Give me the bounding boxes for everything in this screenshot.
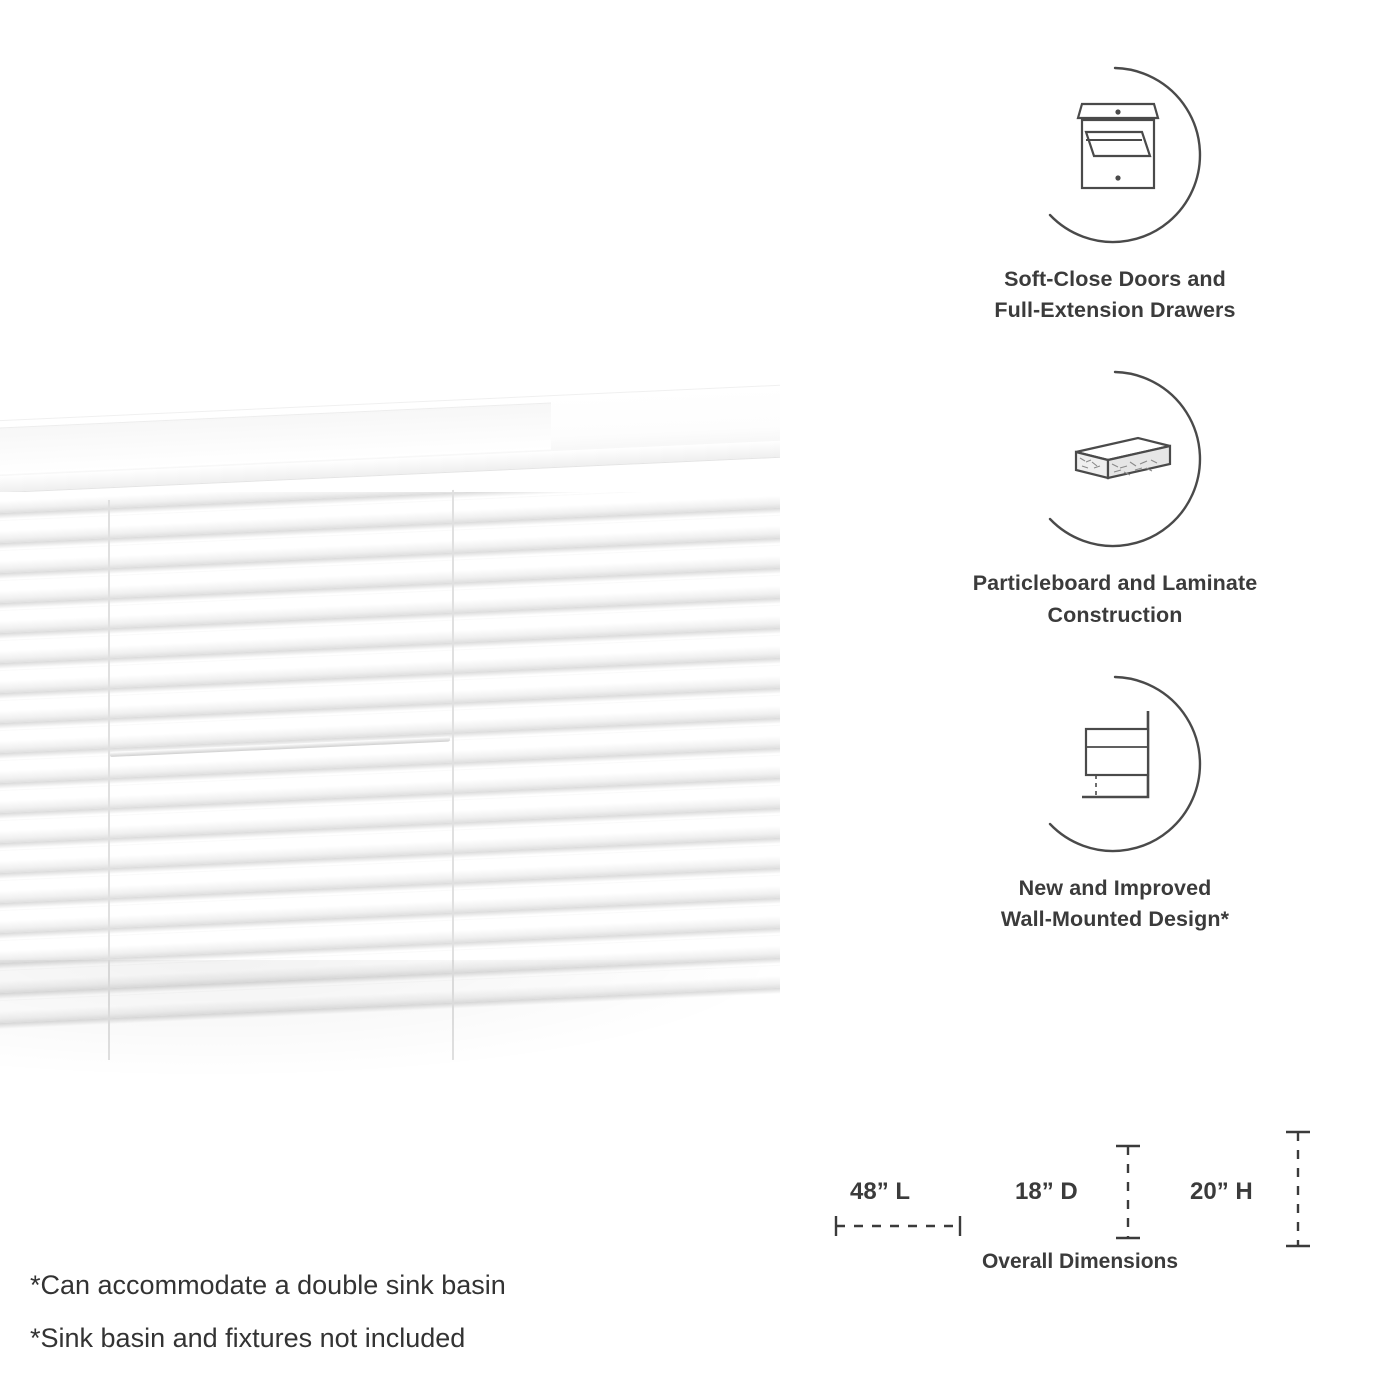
dimension-depth: 18” D	[1015, 1178, 1078, 1205]
dimensions-row	[820, 1130, 1340, 1245]
wall-mount-icon	[1020, 669, 1210, 859]
dimensions-block	[820, 1130, 1340, 1273]
feature-list	[880, 60, 1350, 973]
footnotes	[30, 1272, 730, 1378]
product-shadow	[0, 960, 790, 1080]
feature-soft-close	[880, 60, 1350, 326]
feature-label-line1: Soft-Close Doors and	[1004, 267, 1226, 291]
feature-label-line2: Full-Extension Drawers	[994, 298, 1236, 323]
feature-construction	[880, 364, 1350, 630]
feature-label-line1: Particleboard and Laminate	[972, 571, 1258, 596]
dimension-length: 48” L	[850, 1178, 911, 1205]
soft-close-drawer-icon	[1020, 60, 1210, 250]
feature-label-line2: Construction	[1047, 602, 1183, 627]
dimension-height: 20” H	[1190, 1178, 1253, 1205]
particleboard-laminate-icon	[1020, 364, 1210, 554]
depth-measure-icon	[1110, 1140, 1150, 1250]
length-measure-icon	[830, 1210, 980, 1250]
footnote-2: *Sink basin and fixtures not included	[30, 1323, 466, 1353]
feature-label-line2: Wall-Mounted Design*	[1000, 906, 1230, 931]
footnote-1: *Can accommodate a double sink basin	[30, 1270, 506, 1300]
dimensions-caption: Overall Dimensions	[981, 1250, 1179, 1273]
height-measure-icon	[1280, 1126, 1320, 1256]
feature-label-line1: New and Improved	[1018, 875, 1212, 900]
vanity-illustration	[0, 400, 840, 1080]
feature-wall-mounted	[880, 669, 1350, 935]
product-image	[0, 400, 840, 1080]
